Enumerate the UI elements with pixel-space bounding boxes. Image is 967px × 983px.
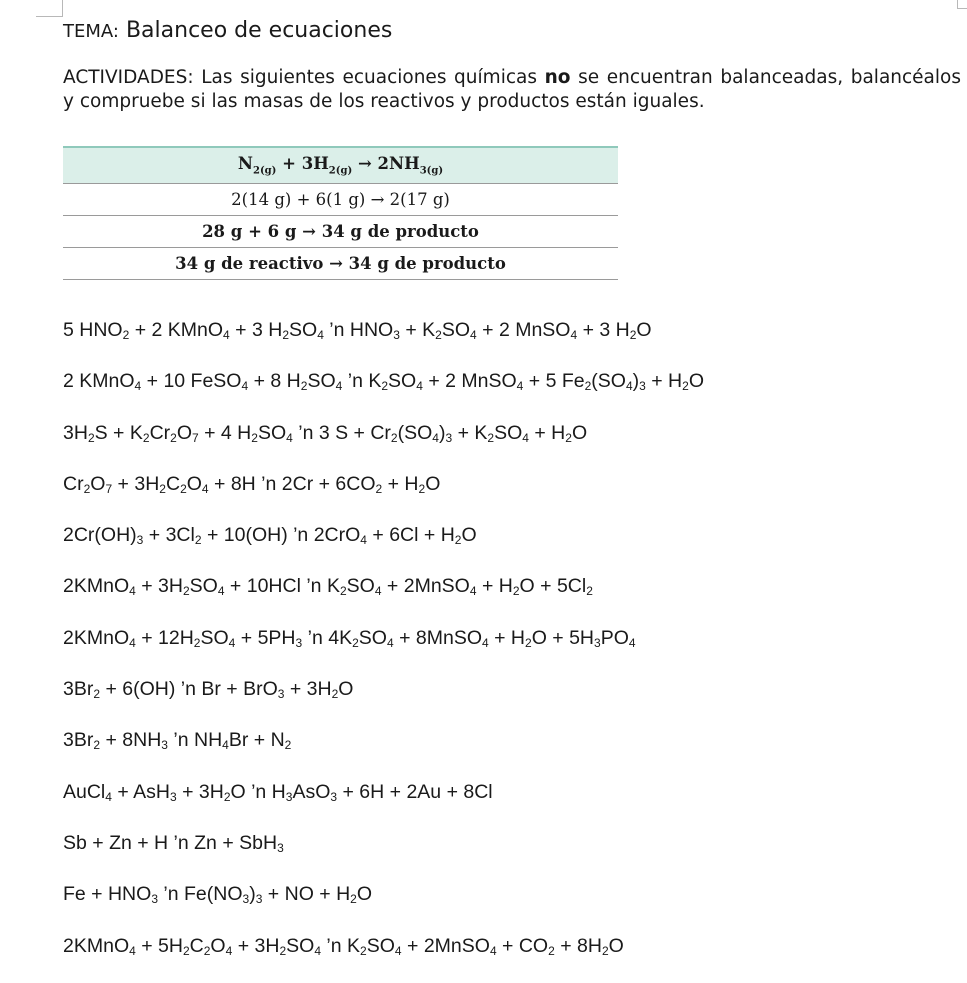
equation-item: 5 $HNO_2 + 2$ KMnO$_4$ + 3 $H_2SO_4$ ’n $HNO_3 + K_2SO_4 + 2$ MnSO$_4$ + 3 $H_2O$ bbox=[63, 319, 652, 342]
example-row bbox=[63, 184, 618, 216]
title-label: TEMA: bbox=[63, 21, 119, 42]
equation-list bbox=[63, 316, 704, 983]
example-cell: 34 g de reactivo → 34 g de producto bbox=[63, 248, 618, 280]
equation-item: $3H_2S + K_2Cr_2O_7 + 4$ $H_2SO_4$ ’n 3 $S + Cr_2(SO_4)_3 + K_2SO_4 + H_2O$ bbox=[63, 421, 588, 445]
equation-item: $Fe + HNO_3$ ’n $Fe(NO_3)_3$ + NO + $H_2O$ bbox=[63, 883, 373, 907]
example-cell: $N_{2(g)} + 3H_{2(g)} \to 2NH_{3(g)}$ bbox=[63, 147, 618, 184]
equation-item: 2KMnO$_4$ + $5H_2C_2O_4 + 3H_2SO_4$ ’n $K_2SO_4$ + 2MnSO$_4$ + $CO_2 + 8H_2O$ bbox=[63, 934, 624, 958]
equation-item: $3Br_2 + 6(OH)$ ’n $Br + BrO_3 + 3H_2O$ bbox=[63, 678, 354, 702]
equation-item: $2Cr(OH)_3 + 3Cl_2 + 10(OH)$ ’n $2CrO_4 + 6Cl + H_2O$ bbox=[63, 524, 477, 548]
equation-item: 2KMnO$_4$ + $12H_2SO_4 + 5PH_3$ ’n $4K_2SO_4$ + 8MnSO$_4$ + $H_2O + 5H_3PO_4$ bbox=[63, 626, 636, 650]
instructions-prefix: ACTIVIDADES: Las siguientes ecuaciones químicas bbox=[63, 67, 545, 88]
example-row bbox=[63, 147, 618, 184]
equation-item: AuCl$_4$ + $AsH_3 + 3H_2O$ ’n $H_3AsO_3 + 6H + 2Au + 8Cl$ bbox=[63, 780, 493, 804]
page-corner-mark-left bbox=[36, 0, 63, 17]
equation-item: $3Br_2 + 8NH_3$ ’n $NH_4Br + N_2$ bbox=[63, 729, 292, 753]
equation-item: Sb + Zn + H ’n Zn + SbH$_3$ bbox=[63, 831, 284, 855]
example-cell: 28 g + 6 g → 34 g de producto bbox=[63, 216, 618, 248]
equation-item: 2KMnO$_4$ + $3H_2SO_4 + 10HCl$ ’n $K_2SO_4$ + 2MnSO$_4$ + $H_2O + 5Cl_2$ bbox=[63, 575, 593, 599]
page-title bbox=[63, 18, 392, 43]
instructions-suffix: se encuentran balanceadas, balancéalos y compruebe si las masas de los reactivos y productos están iguales. bbox=[63, 67, 961, 112]
example-row bbox=[63, 248, 618, 280]
example-cell: 2(14 g) + 6(1 g) → 2(17 g) bbox=[63, 184, 618, 216]
equation-item: $Cr_2O_7 + 3H_2C_2O_4 + 8H$ ’n $2Cr + 6CO_2 + H_2O$ bbox=[63, 472, 441, 496]
example-row bbox=[63, 216, 618, 248]
page-corner-mark-right bbox=[957, 0, 967, 9]
instructions-paragraph bbox=[63, 66, 961, 114]
title-topic: Balanceo de ecuaciones bbox=[125, 18, 393, 43]
example-table bbox=[63, 146, 618, 280]
instructions-emphasis: no bbox=[544, 67, 571, 88]
equation-item: 2 KMnO$_4$ + 10 FeSO$_4$ + 8 $H_2SO_4$ ’n $K_2SO_4 + 2$ MnSO$_4$ + 5 $Fe_2(SO_4)_3 + H_2O$ bbox=[63, 370, 704, 394]
